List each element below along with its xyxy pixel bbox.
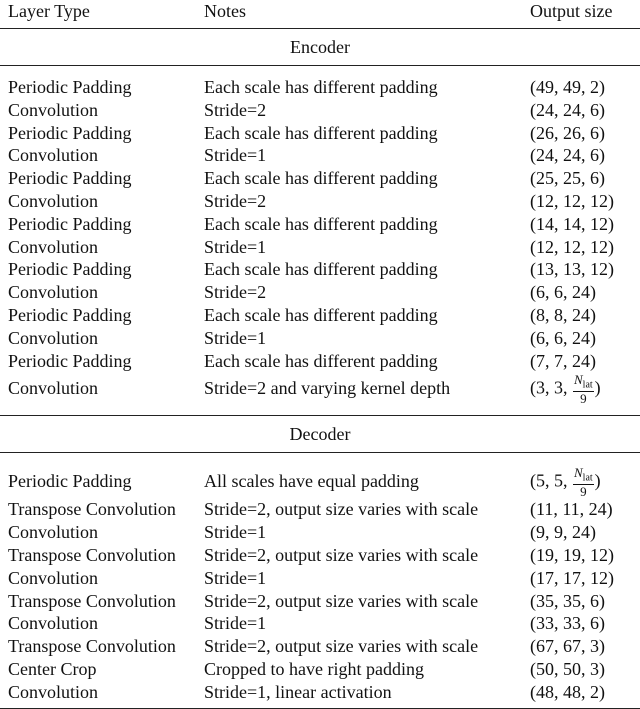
cell-output-size bbox=[530, 372, 640, 405]
table-row bbox=[0, 350, 640, 373]
cell-output-size: (12, 12, 12) bbox=[530, 190, 614, 211]
cell-notes: Cropped to have right padding bbox=[204, 658, 424, 679]
cell-output-size: (14, 14, 12) bbox=[530, 213, 614, 234]
cell-notes: Stride=2, output size varies with scale bbox=[204, 499, 479, 520]
header-layer-type: Layer Type bbox=[8, 1, 90, 21]
cell-notes: Stride=1 bbox=[204, 236, 267, 257]
table-row bbox=[0, 635, 640, 658]
table-row bbox=[0, 658, 640, 681]
cell-output-size: (24, 24, 6) bbox=[530, 145, 605, 166]
cell-output-size: (67, 67, 3) bbox=[530, 636, 605, 657]
cell-layer-type: Convolution bbox=[8, 190, 99, 211]
cell-output-size: (6, 6, 24) bbox=[530, 327, 596, 348]
cell-notes: Stride=2 bbox=[204, 190, 267, 211]
table-row bbox=[0, 122, 640, 145]
numerator-subscript: lat bbox=[582, 472, 593, 484]
table-row bbox=[0, 590, 640, 613]
cell-output-size: (8, 8, 24) bbox=[530, 304, 596, 325]
cell-layer-type: Transpose Convolution bbox=[8, 590, 176, 611]
table-row bbox=[0, 236, 640, 259]
size-prefix: (3, 3, bbox=[530, 376, 572, 397]
cell-output-size: (33, 33, 6) bbox=[530, 613, 605, 634]
cell-notes: All scales have equal padding bbox=[204, 471, 419, 492]
cell-layer-type: Convolution bbox=[8, 681, 99, 702]
cell-layer-type: Transpose Convolution bbox=[8, 499, 176, 520]
cell-layer-type: Convolution bbox=[8, 567, 99, 588]
table-row bbox=[0, 304, 640, 327]
cell-notes: Stride=2 bbox=[204, 99, 267, 120]
cell-output-size: (11, 11, 24) bbox=[530, 499, 613, 520]
size-suffix: ) bbox=[594, 469, 601, 490]
cell-output-size: (25, 25, 6) bbox=[530, 168, 605, 189]
table-row bbox=[0, 567, 640, 590]
section-title-decoder: Decoder bbox=[0, 416, 640, 453]
fraction-numerator bbox=[573, 373, 594, 393]
table-body bbox=[0, 29, 640, 709]
cell-notes: Each scale has different padding bbox=[204, 213, 438, 234]
cell-notes: Stride=2, output size varies with scale bbox=[204, 544, 479, 565]
cell-output-size: (35, 35, 6) bbox=[530, 590, 605, 611]
table-row bbox=[0, 213, 640, 236]
spacer bbox=[0, 453, 640, 466]
table-row bbox=[0, 281, 640, 304]
cell-layer-type: Periodic Padding bbox=[8, 122, 132, 143]
fraction-denominator: 9 bbox=[580, 391, 587, 407]
cell-notes: Stride=1 bbox=[204, 145, 267, 166]
size-suffix: ) bbox=[594, 376, 601, 397]
table-row bbox=[0, 612, 640, 635]
cell-output-size: (48, 48, 2) bbox=[530, 681, 605, 702]
table-row bbox=[0, 76, 640, 99]
cell-output-size: (19, 19, 12) bbox=[530, 544, 614, 565]
cell-notes: Each scale has different padding bbox=[204, 122, 438, 143]
table-row bbox=[0, 167, 640, 190]
numerator-symbol: N bbox=[574, 371, 583, 387]
cell-notes: Each scale has different padding bbox=[204, 259, 438, 280]
fraction-numerator bbox=[573, 466, 594, 486]
cell-layer-type: Convolution bbox=[8, 378, 99, 399]
header-row bbox=[0, 0, 640, 29]
cell-notes: Stride=1 bbox=[204, 613, 267, 634]
table-row bbox=[0, 258, 640, 281]
table-row bbox=[0, 498, 640, 521]
table-row bbox=[0, 144, 640, 167]
cell-layer-type: Convolution bbox=[8, 327, 99, 348]
cell-layer-type: Convolution bbox=[8, 145, 99, 166]
cell-notes: Stride=2 bbox=[204, 282, 267, 303]
cell-output-size: (17, 17, 12) bbox=[530, 567, 614, 588]
fraction bbox=[573, 466, 594, 499]
cell-output-size: (26, 26, 6) bbox=[530, 122, 605, 143]
size-prefix: (5, 5, bbox=[530, 469, 572, 490]
cell-notes: Each scale has different padding bbox=[204, 77, 438, 97]
cell-notes: Stride=1 bbox=[204, 567, 267, 588]
table-row bbox=[0, 190, 640, 213]
cell-notes: Stride=2 and varying kernel depth bbox=[204, 378, 451, 399]
header-output-size: Output size bbox=[530, 1, 613, 21]
cell-output-size bbox=[530, 465, 640, 498]
spacer bbox=[0, 405, 640, 416]
section-title-encoder: Encoder bbox=[0, 29, 640, 66]
cell-layer-type: Periodic Padding bbox=[8, 304, 132, 325]
cell-layer-type: Transpose Convolution bbox=[8, 544, 176, 565]
cell-notes: Stride=1 bbox=[204, 327, 267, 348]
table-row bbox=[0, 327, 640, 350]
cell-notes: Stride=2, output size varies with scale bbox=[204, 590, 479, 611]
cell-layer-type: Periodic Padding bbox=[8, 168, 132, 189]
cell-output-size: (7, 7, 24) bbox=[530, 350, 596, 371]
section-row-decoder bbox=[0, 416, 640, 453]
cell-layer-type: Periodic Padding bbox=[8, 350, 132, 371]
cell-layer-type: Periodic Padding bbox=[8, 77, 132, 97]
section-row-encoder bbox=[0, 29, 640, 66]
cell-notes: Stride=2, output size varies with scale bbox=[204, 636, 479, 657]
cell-output-size: (50, 50, 3) bbox=[530, 658, 605, 679]
cell-output-size: (9, 9, 24) bbox=[530, 522, 596, 543]
fraction-denominator: 9 bbox=[580, 484, 587, 500]
table-row bbox=[0, 544, 640, 567]
cell-layer-type: Convolution bbox=[8, 99, 99, 120]
cell-layer-type: Periodic Padding bbox=[8, 471, 132, 492]
cell-layer-type: Convolution bbox=[8, 236, 99, 257]
table-row bbox=[0, 681, 640, 704]
cell-layer-type: Periodic Padding bbox=[8, 259, 132, 280]
cell-layer-type: Periodic Padding bbox=[8, 213, 132, 234]
cell-layer-type: Convolution bbox=[8, 613, 99, 634]
table-row bbox=[0, 465, 640, 498]
cell-output-size: (24, 24, 6) bbox=[530, 99, 605, 120]
cell-layer-type: Convolution bbox=[8, 282, 99, 303]
bottom-rule bbox=[0, 704, 640, 709]
header-notes: Notes bbox=[204, 1, 246, 21]
cell-layer-type: Center Crop bbox=[8, 658, 97, 679]
cell-layer-type: Convolution bbox=[8, 522, 99, 543]
numerator-subscript: lat bbox=[582, 379, 593, 391]
cell-output-size: (12, 12, 12) bbox=[530, 236, 614, 257]
cell-notes: Each scale has different padding bbox=[204, 168, 438, 189]
spacer bbox=[0, 66, 640, 77]
table-row bbox=[0, 99, 640, 122]
fraction bbox=[573, 373, 594, 406]
cell-output-size: (49, 49, 2) bbox=[530, 77, 605, 97]
table-row bbox=[0, 372, 640, 405]
cell-notes: Each scale has different padding bbox=[204, 350, 438, 371]
cell-layer-type: Transpose Convolution bbox=[8, 636, 176, 657]
cell-notes: Stride=1, linear activation bbox=[204, 681, 392, 702]
table-row bbox=[0, 521, 640, 544]
cell-output-size: (6, 6, 24) bbox=[530, 282, 596, 303]
cell-notes: Stride=1 bbox=[204, 522, 267, 543]
cell-notes: Each scale has different padding bbox=[204, 304, 438, 325]
numerator-symbol: N bbox=[574, 464, 583, 480]
cell-output-size: (13, 13, 12) bbox=[530, 259, 614, 280]
